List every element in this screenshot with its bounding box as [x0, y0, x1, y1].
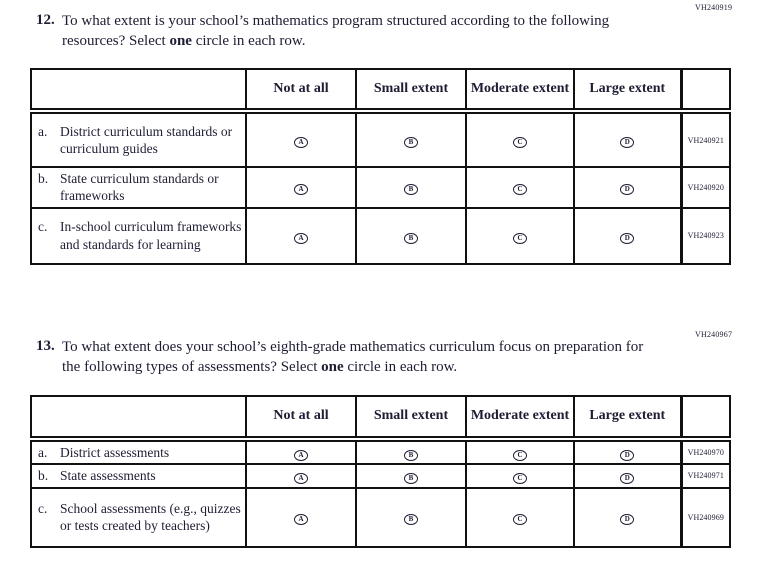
radio-circle-b[interactable]: B	[404, 233, 418, 244]
header-blank-cell	[31, 396, 246, 439]
row-code: VH240970	[681, 439, 730, 464]
row-prefix: c.	[38, 219, 48, 235]
answer-cell	[466, 167, 574, 208]
row-label-text: District curriculum standards or curriculum guides	[60, 123, 233, 156]
row-label-text: School assessments (e.g., quizzes or tests created by teachers)	[60, 500, 241, 534]
answer-cell	[246, 111, 356, 167]
radio-circle-a[interactable]: A	[294, 184, 308, 195]
answer-cell	[466, 464, 574, 487]
table-row	[31, 111, 730, 167]
answer-cell	[246, 464, 356, 487]
row-label	[31, 464, 246, 487]
question-12-number: 12.	[36, 12, 55, 28]
column-header-small-extent: Small extent	[356, 69, 466, 111]
table-header-row	[31, 396, 730, 439]
radio-circle-c[interactable]: C	[513, 473, 527, 484]
header-code-cell	[681, 396, 730, 439]
table-row	[31, 464, 730, 487]
answer-cell	[466, 208, 574, 264]
answer-cell	[574, 439, 681, 464]
question-13-answer-grid	[30, 395, 731, 548]
row-prefix: c.	[38, 500, 48, 516]
radio-circle-d[interactable]: D	[620, 233, 634, 244]
radio-circle-a[interactable]: A	[294, 514, 308, 525]
header-code-cell	[681, 69, 730, 111]
answer-cell	[246, 167, 356, 208]
answer-cell	[356, 208, 466, 264]
answer-cell	[356, 111, 466, 167]
table-row	[31, 488, 730, 547]
question-12-code: VH240919	[695, 3, 733, 12]
radio-circle-d[interactable]: D	[620, 514, 634, 525]
answer-cell	[356, 488, 466, 547]
table-row	[31, 439, 730, 464]
table-row	[31, 167, 730, 208]
answer-cell	[246, 439, 356, 464]
question-12-answer-grid	[30, 68, 731, 265]
radio-circle-b[interactable]: B	[404, 184, 418, 195]
row-code: VH240969	[681, 488, 730, 547]
radio-circle-a[interactable]: A	[294, 473, 308, 484]
radio-circle-c[interactable]: C	[513, 184, 527, 195]
answer-cell	[466, 488, 574, 547]
question-13-text-post: circle in each row.	[343, 358, 458, 375]
column-header-large-extent: Large extent	[574, 69, 681, 111]
row-code: VH240920	[681, 167, 730, 208]
radio-circle-d[interactable]: D	[620, 450, 634, 461]
radio-circle-a[interactable]: A	[294, 450, 308, 461]
question-13-number: 13.	[36, 338, 55, 354]
radio-circle-c[interactable]: C	[513, 514, 527, 525]
column-header-moderate-extent: Moderate extent	[466, 69, 574, 111]
row-prefix: a.	[38, 445, 48, 460]
row-label-text: In-school curriculum frameworks and standards for learning	[60, 219, 242, 252]
question-13-code: VH240967	[695, 330, 733, 339]
row-code: VH240923	[681, 208, 730, 264]
row-code: VH240921	[681, 111, 730, 167]
answer-cell	[574, 464, 681, 487]
row-label	[31, 439, 246, 464]
answer-cell	[356, 167, 466, 208]
answer-cell	[466, 111, 574, 167]
radio-circle-d[interactable]: D	[620, 137, 634, 148]
row-label-text: State assessments	[60, 468, 156, 484]
row-label	[31, 208, 246, 264]
radio-circle-a[interactable]: A	[294, 233, 308, 244]
row-code: VH240971	[681, 464, 730, 487]
column-header-moderate-extent: Moderate extent	[466, 396, 574, 439]
radio-circle-c[interactable]: C	[513, 450, 527, 461]
header-blank-cell	[31, 69, 246, 111]
answer-cell	[574, 488, 681, 547]
answer-cell	[356, 464, 466, 487]
answer-cell	[574, 208, 681, 264]
column-header-not-at-all: Not at all	[246, 396, 356, 439]
column-header-small-extent: Small extent	[356, 396, 466, 439]
answer-cell	[246, 208, 356, 264]
answer-cell	[246, 488, 356, 547]
question-13-text-bold: one	[321, 358, 344, 375]
question-13-text	[62, 338, 662, 377]
question-12-text-post: circle in each row.	[191, 32, 306, 49]
question-12	[36, 12, 676, 51]
question-12-text	[62, 12, 662, 51]
radio-circle-c[interactable]: C	[513, 137, 527, 148]
column-header-large-extent: Large extent	[574, 396, 681, 439]
column-header-not-at-all: Not at all	[246, 69, 356, 111]
row-prefix: b.	[38, 468, 49, 484]
question-13-text-pre: To what extent does your school’s eighth-grade mathematics curriculum focus on preparation for the following types of assessments? Select	[62, 339, 644, 375]
radio-circle-d[interactable]: D	[620, 184, 634, 195]
radio-circle-c[interactable]: C	[513, 233, 527, 244]
row-label-text: District assessments	[60, 445, 170, 460]
answer-cell	[574, 167, 681, 208]
radio-circle-b[interactable]: B	[404, 473, 418, 484]
radio-circle-b[interactable]: B	[404, 450, 418, 461]
answer-cell	[466, 439, 574, 464]
radio-circle-b[interactable]: B	[404, 137, 418, 148]
row-label	[31, 111, 246, 167]
row-prefix: a.	[38, 123, 48, 139]
radio-circle-d[interactable]: D	[620, 473, 634, 484]
row-prefix: b.	[38, 171, 49, 186]
question-13	[36, 338, 676, 377]
row-label	[31, 488, 246, 547]
radio-circle-a[interactable]: A	[294, 137, 308, 148]
answer-cell	[574, 111, 681, 167]
answer-cell	[356, 439, 466, 464]
radio-circle-b[interactable]: B	[404, 514, 418, 525]
row-label	[31, 167, 246, 208]
question-12-text-bold: one	[169, 32, 192, 49]
question-12-text-pre: To what extent is your school’s mathematics program structured according to the following resources? Select	[62, 13, 610, 49]
row-label-text: State curriculum standards or frameworks	[60, 171, 219, 204]
table-header-row	[31, 69, 730, 111]
table-row	[31, 208, 730, 264]
